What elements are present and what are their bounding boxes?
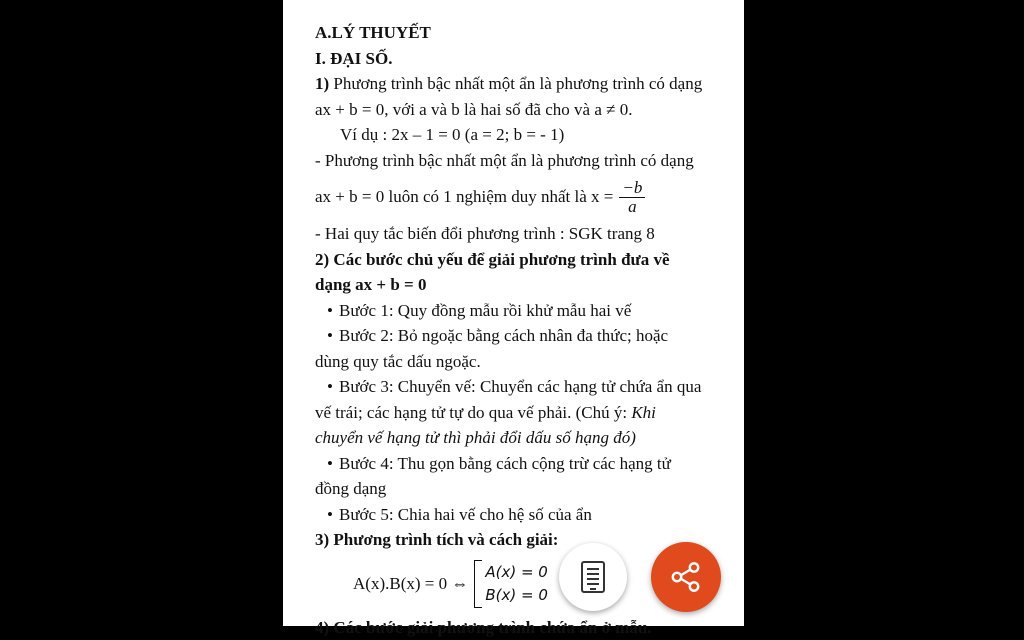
step-3: • Bước 3: Chuyển vế: Chuyển các hạng tử chứa ẩn qua	[315, 374, 735, 400]
section-2-title: 2) Các bước chủ yếu để giải phương trình đưa về	[315, 247, 735, 273]
fraction-denominator: a	[628, 198, 637, 216]
example: Ví dụ : 2x – 1 = 0 (a = 2; b = - 1)	[315, 122, 735, 148]
step-4: • Bước 4: Thu gọn bằng cách cộng trừ các hạng tử	[315, 451, 735, 477]
section-3-title: 3) Phương trình tích và cách giải:	[315, 527, 735, 553]
paragraph-1	[315, 71, 735, 97]
section-4-title: 4) Các bước giải phương trình chứa ẩn ở mẫu.	[315, 615, 735, 640]
step-4-cont: đồng dạng	[315, 476, 735, 502]
paragraph-1-line-3: - Phương trình bậc nhất một ẩn là phương trình có dạng	[315, 148, 735, 174]
step-3-cont	[315, 400, 735, 426]
paragraph-1-line-5: - Hai quy tắc biến đổi phương trình : SGK trang 8	[315, 221, 735, 247]
fraction-numerator: −b	[619, 179, 645, 198]
step-1: • Bước 1: Quy đồng mẫu rồi khử mẫu hai vế	[315, 298, 735, 324]
equation-system	[485, 561, 548, 607]
system-line-2: B(x) = 0	[485, 584, 548, 607]
paragraph-1-line-2: ax + b = 0, với a và b là hai số đã cho và a ≠ 0.	[315, 97, 735, 123]
italic-text: Khi	[631, 403, 656, 422]
bracket	[474, 560, 482, 608]
system-line-1: A(x) = 0	[485, 561, 548, 584]
share-icon	[669, 560, 703, 594]
share-button[interactable]	[651, 542, 721, 612]
text: Phương trình bậc nhất một ẩn là phương trình có dạng	[329, 74, 702, 93]
section-title: I. ĐẠI SỐ.	[315, 46, 735, 72]
section-2-title-cont: dạng ax + b = 0	[315, 272, 735, 298]
document-button[interactable]	[559, 543, 627, 611]
step-2-cont: dùng quy tắc dấu ngoặc.	[315, 349, 735, 375]
equation-left: A(x).B(x) = 0 ⇔	[353, 571, 468, 597]
item-number: 1)	[315, 74, 329, 93]
step-2: • Bước 2: Bỏ ngoặc bằng cách nhân đa thức; hoặc	[315, 323, 735, 349]
document-icon	[580, 560, 606, 594]
step-3-note: chuyển vế hạng tử thì phải đổi dấu số hạng đó)	[315, 425, 735, 451]
fraction	[619, 179, 645, 216]
step-5: • Bước 5: Chia hai vế cho hệ số của ẩn	[315, 502, 735, 528]
text: vế trái; các hạng tử tự do qua vế phải. (Chú ý:	[315, 403, 631, 422]
formula-text: ax + b = 0 luôn có 1 nghiệm duy nhất là x =	[315, 184, 613, 210]
paragraph-1-formula-line	[315, 173, 735, 221]
document-page	[283, 0, 744, 626]
heading: A.LÝ THUYẾT	[315, 20, 735, 46]
